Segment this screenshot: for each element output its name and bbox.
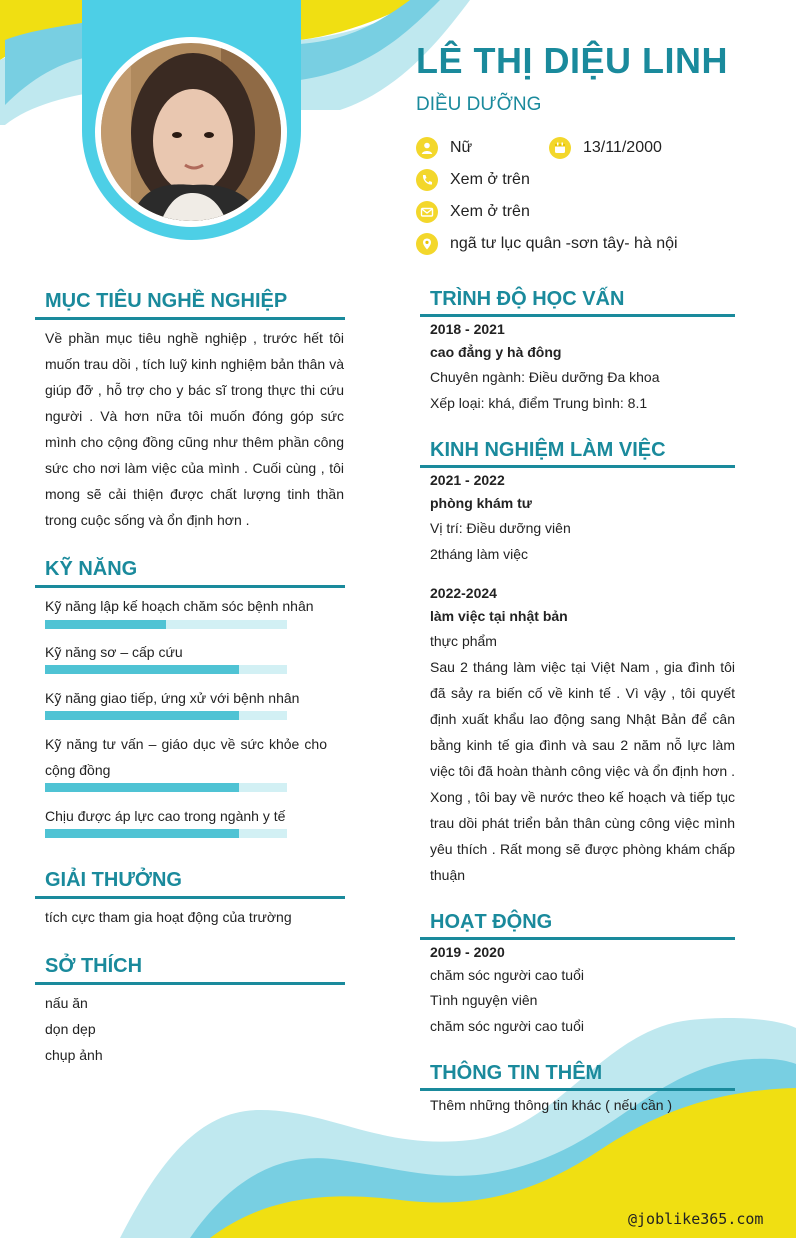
skill-label: Kỹ năng giao tiếp, ứng xử với bệnh nhân — [45, 690, 300, 706]
skill-label: Kỹ năng sơ – cấp cứu — [45, 644, 183, 660]
awards-text: tích cực tham gia hoạt động của trường — [45, 909, 292, 925]
skills-divider — [35, 585, 345, 588]
email-row — [416, 201, 530, 223]
watermark: @joblike365.com — [628, 1210, 764, 1228]
skill-bar — [45, 783, 287, 792]
activity-item: chăm sóc người cao tuổi — [430, 967, 584, 983]
gender-row — [416, 137, 472, 159]
skill-bar — [45, 829, 287, 838]
experience-divider — [420, 465, 735, 468]
activity-item: chăm sóc người cao tuổi — [430, 1018, 584, 1034]
hobby-item: nấu ăn — [45, 995, 88, 1011]
skill-label: Kỹ năng tư vấn – giáo dục về sức khỏe cho cộng đồng — [45, 736, 327, 778]
phone-icon — [416, 169, 438, 191]
job-period: 2021 - 2022 — [430, 472, 505, 488]
skill-bar-fill — [45, 711, 239, 720]
skill-bar — [45, 665, 287, 674]
candidate-name: LÊ THỊ DIỆU LINH — [416, 40, 728, 81]
objective-text: Về phần mục tiêu nghề nghiệp , trước hết tôi muốn trau dồi , tích luỹ kinh nghiệm bản thân và giúp đỡ , hỗ trợ cho y bác sĩ trong thực thi cứu người . Và hơn nữa tôi muốn đóng góp sức mình cho cộng đồng cũng như thêm phần công sức cho nơi làm việc của mình . Cuối cùng , tôi mong sẽ cải thiện được chất lượng tinh thần trong cuộc sống và ổn định hơn . — [45, 330, 344, 528]
activity-period: 2019 - 2020 — [430, 944, 505, 960]
awards-title: GIẢI THƯỞNG — [45, 869, 182, 891]
candidate-role: DIỀU DƯỠNG — [416, 94, 542, 115]
skill-bar-fill — [45, 620, 166, 629]
hobby-item: chụp ảnh — [45, 1047, 103, 1063]
job-company: làm việc tại nhật bản — [430, 608, 568, 624]
hobbies-divider — [35, 982, 345, 985]
education-major: Chuyên ngành: Điều dưỡng Đa khoa — [430, 369, 660, 385]
address-row — [416, 233, 678, 255]
skill-bar-fill — [45, 783, 239, 792]
activities-divider — [420, 937, 735, 940]
email-value: Xem ở trên — [450, 203, 530, 220]
job-period: 2022-2024 — [430, 585, 497, 601]
job-position: thực phẩm — [430, 633, 497, 649]
activity-item: Tình nguyện viên — [430, 992, 538, 1008]
skill-bar-fill — [45, 665, 239, 674]
skills-title: KỸ NĂNG — [45, 558, 138, 580]
birthdate-value: 13/11/2000 — [583, 139, 662, 156]
activities-title: HOẠT ĐỘNG — [430, 911, 553, 933]
skill-bar — [45, 711, 287, 720]
job-detail: Sau 2 tháng làm việc tại Việt Nam , gia đình tôi đã sảy ra biến cố về kinh tế . Vì vậy , tôi quyết định xuất khẩu lao động sang Nhật Bản để cân bằng kinh tế gia đình và sau 2 năm nỗ lực làm việc tôi đã hoàn thành công việc và ổn định hơn . Xong , tôi bay về nước theo kế hoạch và tiếp tục trau dồi phát triển bản thân cùng công việc mình yêu thích . Rất mong sẽ được phòng khám chấp thuận — [430, 659, 735, 883]
mail-icon — [416, 201, 438, 223]
job-detail: 2tháng làm việc — [430, 546, 529, 562]
gender-value: Nữ — [450, 139, 473, 156]
skill-bar — [45, 620, 287, 629]
job-position: Vị trí: Điều dưỡng viên — [430, 520, 571, 536]
phone-row — [416, 169, 530, 191]
profile-photo — [101, 43, 281, 221]
education-school: cao đẳng y hà đông — [430, 344, 562, 360]
location-icon — [416, 233, 438, 255]
job-company: phòng khám tư — [430, 495, 532, 511]
education-grade: Xếp loại: khá, điểm Trung bình: 8.1 — [430, 395, 648, 411]
hobbies-title: SỞ THÍCH — [45, 955, 143, 977]
education-divider — [420, 314, 735, 317]
extra-info-title: THÔNG TIN THÊM — [430, 1062, 603, 1084]
awards-divider — [35, 896, 345, 899]
skill-label: Chịu được áp lực cao trong ngành y tế — [45, 808, 286, 824]
extra-info-text: Thêm những thông tin khác ( nếu cần ) — [430, 1097, 673, 1113]
phone-value: Xem ở trên — [450, 171, 530, 188]
experience-title: KINH NGHIỆM LÀM VIỆC — [430, 439, 666, 461]
hobby-item: dọn dẹp — [45, 1021, 96, 1037]
extra-info-divider — [420, 1088, 735, 1091]
education-title: TRÌNH ĐỘ HỌC VẤN — [430, 288, 625, 310]
objective-divider — [35, 317, 345, 320]
education-period: 2018 - 2021 — [430, 321, 505, 337]
skill-bar-fill — [45, 829, 239, 838]
calendar-icon — [549, 137, 571, 159]
objective-title: MỤC TIÊU NGHỀ NGHIỆP — [45, 290, 288, 312]
address-value: ngã tư lục quân -sơn tây- hà nội — [450, 235, 678, 252]
skill-label: Kỹ năng lập kế hoạch chăm sóc bệnh nhân — [45, 598, 314, 614]
birthdate-row — [549, 137, 662, 159]
person-icon — [416, 137, 438, 159]
